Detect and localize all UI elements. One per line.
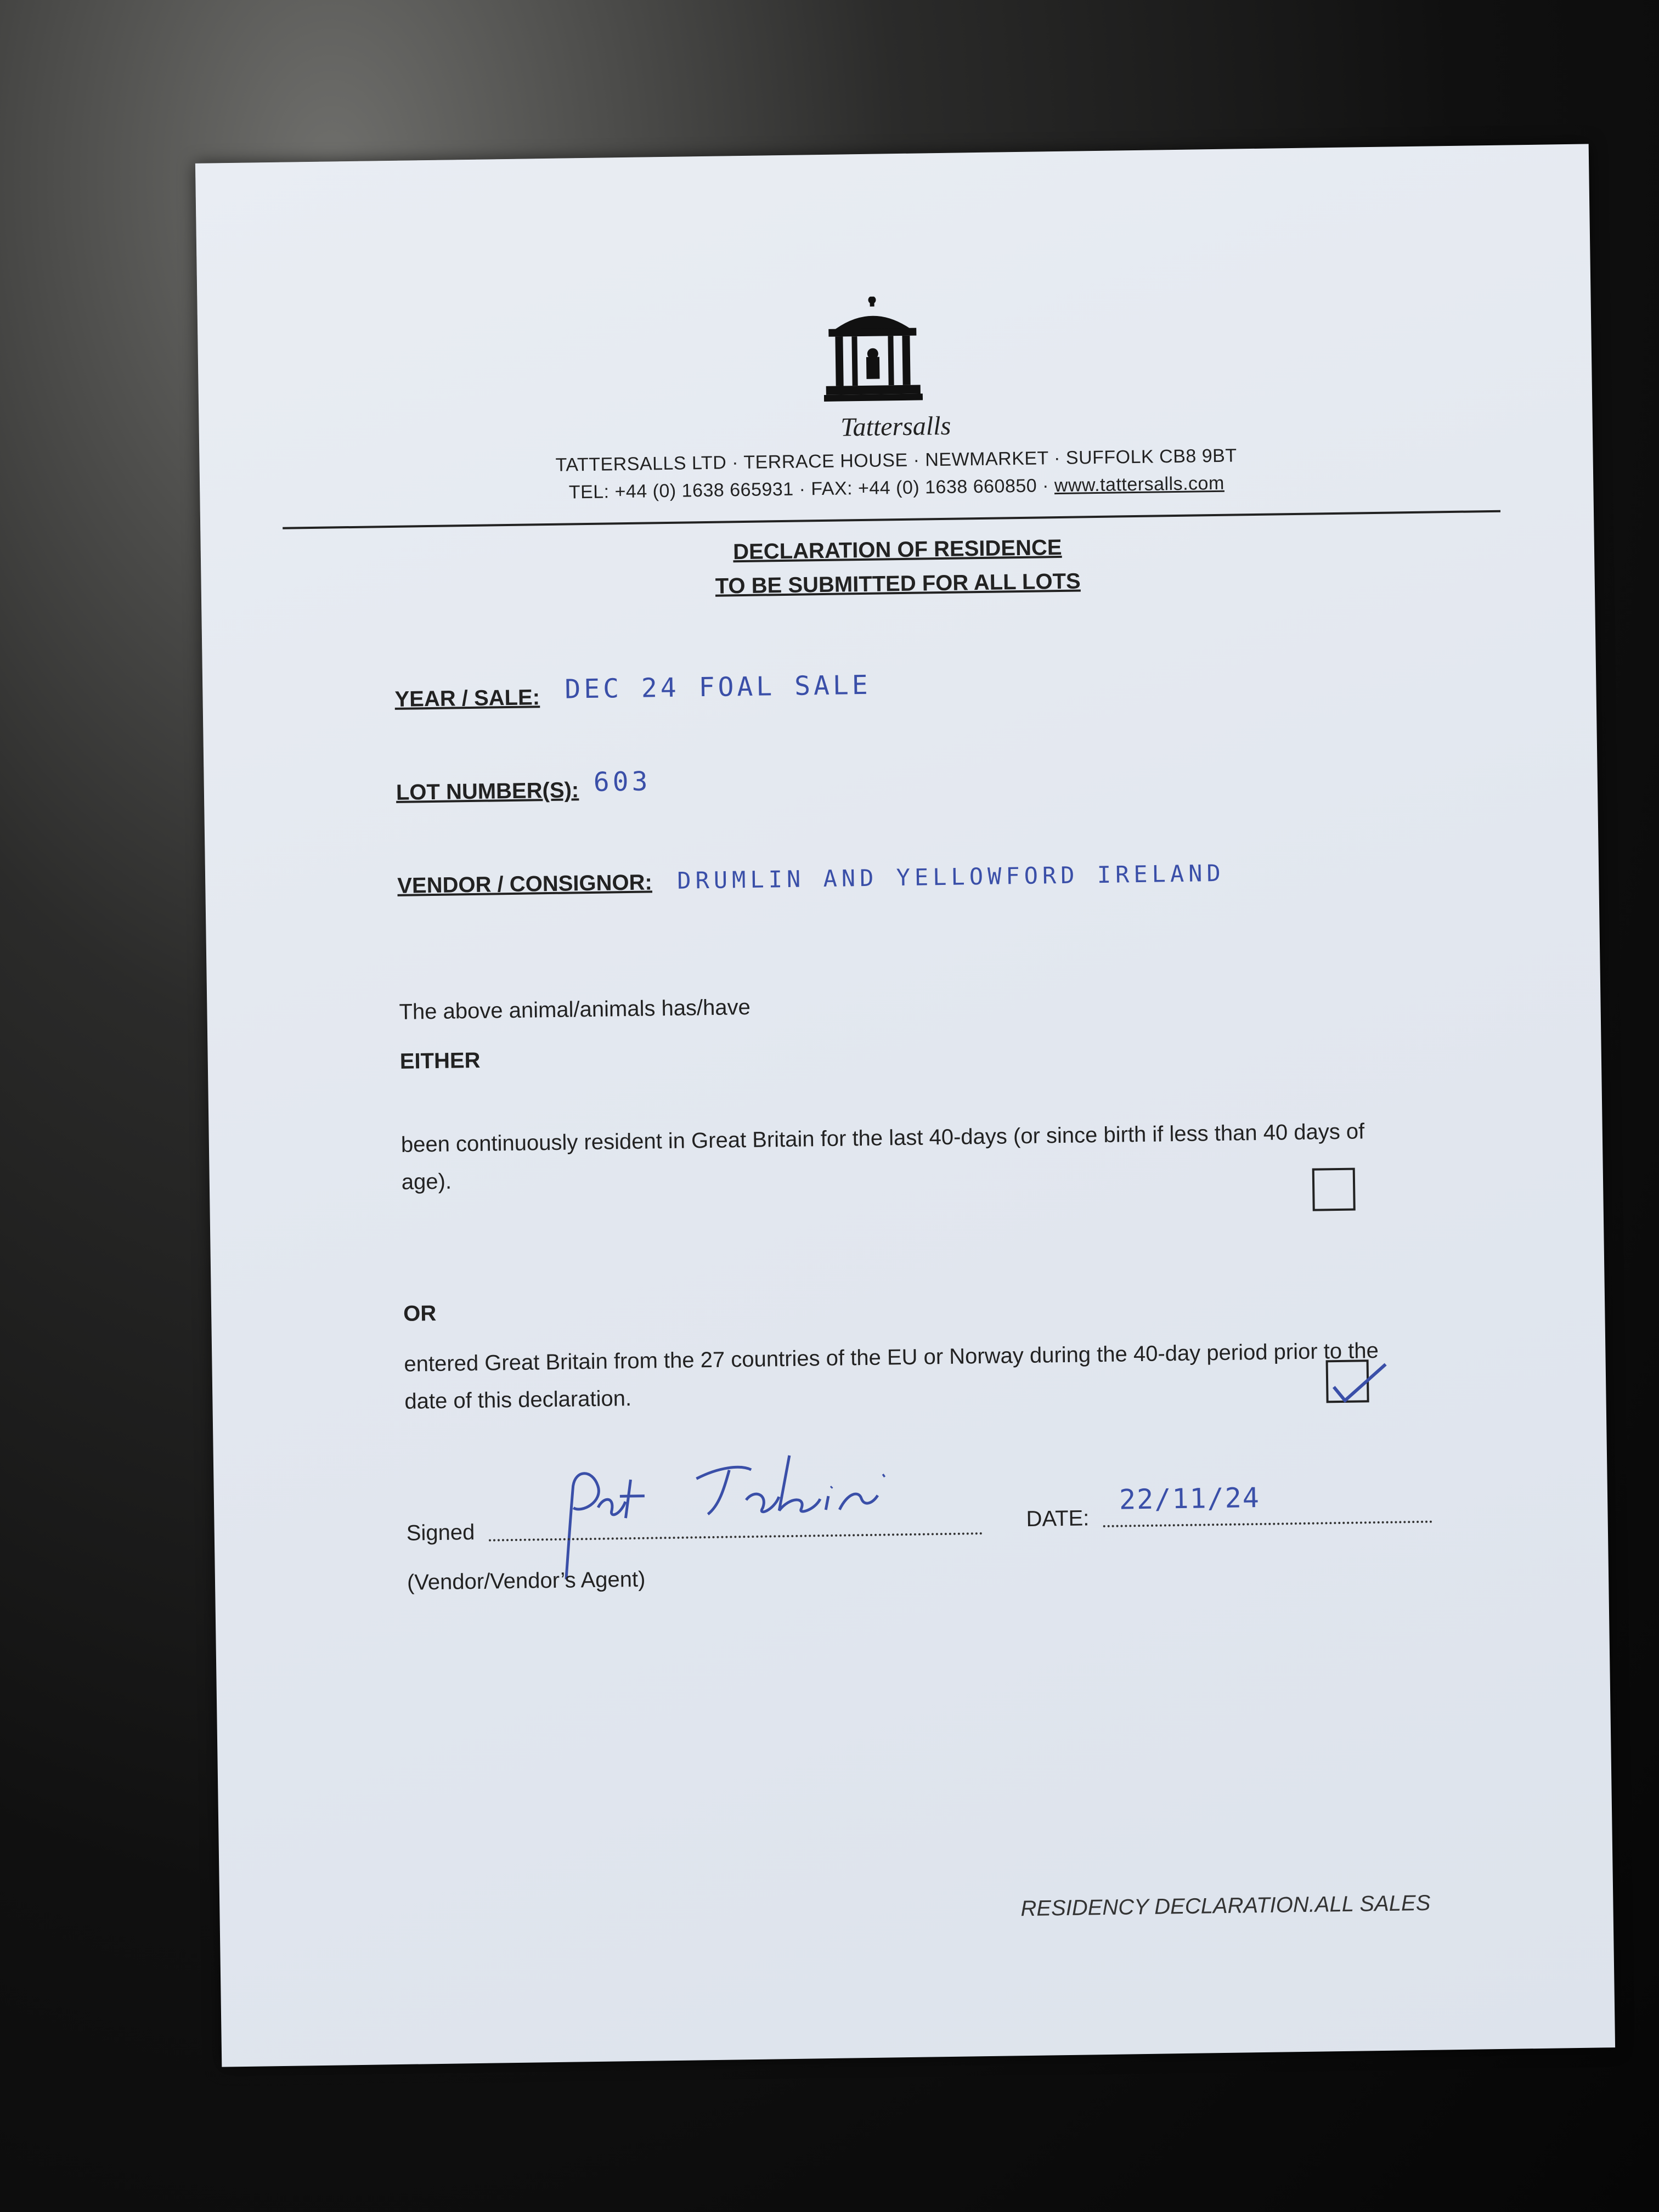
brand-name: Tattersalls [840, 411, 951, 442]
lot-number-label: LOT NUMBER(S): [396, 778, 579, 805]
form-title: DECLARATION OF RESIDENCE [732, 535, 1062, 565]
address-line: TATTERSALLS LTD · TERRACE HOUSE · NEWMARKET · SUFFOLK CB8 9BT [555, 445, 1237, 476]
intro-text: The above animal/animals has/have [399, 995, 751, 1024]
or-label: OR [403, 1301, 437, 1326]
date-field[interactable]: 22/11/24 [1119, 1482, 1261, 1516]
declaration-form [195, 144, 1615, 2067]
header-divider [283, 510, 1500, 529]
date-label: DATE: [1026, 1506, 1090, 1531]
year-sale-field[interactable]: DEC 24 FOAL SALE [564, 669, 872, 705]
year-sale-label: YEAR / SALE: [394, 685, 540, 712]
form-subtitle: TO BE SUBMITTED FOR ALL LOTS [715, 569, 1081, 599]
option1-checkbox[interactable] [1312, 1168, 1356, 1211]
option1-text: been continuously resident in Great Britain for the last 40-days (or since birth if less than 40 days of age). [400, 1119, 1365, 1194]
signer-role: (Vendor/Vendor’s Agent) [407, 1567, 646, 1595]
date-line [1103, 1521, 1432, 1527]
website-link[interactable]: www.tattersalls.com [1054, 472, 1225, 496]
footer-text: RESIDENCY DECLARATION.ALL SALES [1020, 1891, 1431, 1921]
option2-text: entered Great Britain from the 27 countries of the EU or Norway during the 40-day period prior to the date of this declaration. [404, 1338, 1379, 1414]
contact-phone-fax: TEL: +44 (0) 1638 665931 · FAX: +44 (0) 1638 660850 · [568, 475, 1055, 503]
handwritten-signature [543, 1443, 928, 1585]
option2-checkbox[interactable] [1326, 1359, 1369, 1403]
vendor-label: VENDOR / CONSIGNOR: [397, 870, 653, 898]
either-label: EITHER [399, 1048, 481, 1074]
check-mark-icon [1328, 1362, 1389, 1412]
signed-label: Signed [406, 1520, 475, 1545]
lot-number-field[interactable]: 603 [593, 766, 651, 798]
vendor-field[interactable]: DRUMLIN AND YELLOWFORD IRELAND [676, 859, 1226, 894]
tattersalls-logo-icon [822, 296, 923, 407]
